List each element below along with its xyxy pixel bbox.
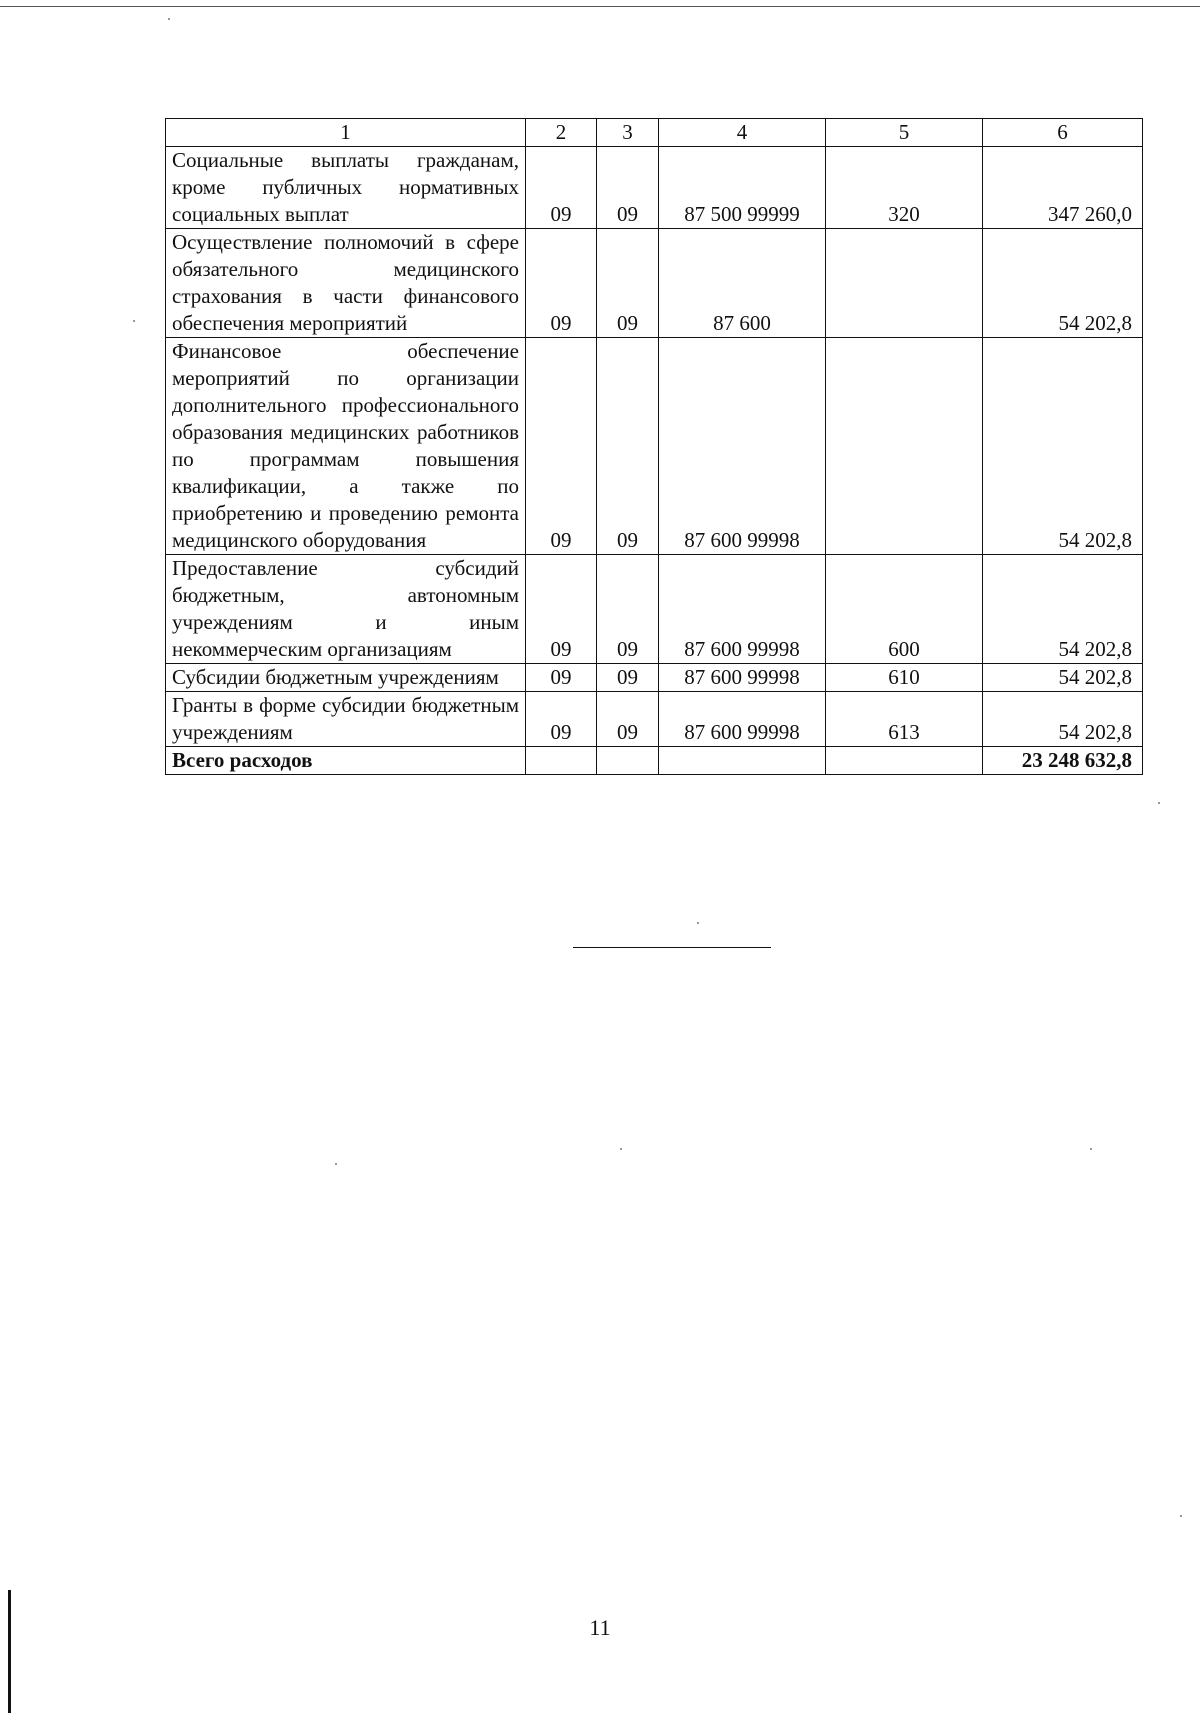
row-name: Гранты в форме субсидии бюджетным учреждениям: [166, 692, 526, 747]
empty-cell: [659, 747, 826, 775]
row-subsection: 09: [597, 692, 659, 747]
row-target-article: 87 600 99998: [659, 338, 826, 555]
row-expense-type: 613: [826, 692, 983, 747]
scan-speck: [335, 1163, 337, 1165]
row-section: 09: [526, 555, 597, 664]
row-target-article: 87 600: [659, 229, 826, 338]
total-amount: 23 248 632,8: [983, 747, 1143, 775]
table-row: [166, 692, 1143, 747]
column-header: 5: [826, 119, 983, 147]
row-target-article: 87 500 99999: [659, 147, 826, 229]
scan-edge-mark: [8, 1590, 11, 1713]
row-name: Субсидии бюджетным учреждениям: [166, 664, 526, 692]
row-amount: 347 260,0: [983, 147, 1143, 229]
scan-speck: [1158, 802, 1160, 804]
row-target-article: 87 600 99998: [659, 664, 826, 692]
scan-edge-line: [0, 6, 1200, 7]
row-amount: 54 202,8: [983, 338, 1143, 555]
row-target-article: 87 600 99998: [659, 555, 826, 664]
column-header: 6: [983, 119, 1143, 147]
scan-speck: [620, 1148, 622, 1150]
column-header: 4: [659, 119, 826, 147]
row-name: Финансовое обеспечение мероприятий по организации дополнительного профессионального образования медицинских работников по программам повышения квалификации, а также по приобретению и проведению ремонта медицинского оборудования: [166, 338, 526, 555]
empty-cell: [526, 747, 597, 775]
empty-cell: [826, 747, 983, 775]
row-subsection: 09: [597, 229, 659, 338]
row-section: 09: [526, 664, 597, 692]
budget-table: [165, 118, 1143, 775]
row-name: Осуществление полномочий в сфере обязательного медицинского страхования в части финансового обеспечения мероприятий: [166, 229, 526, 338]
row-expense-type: [826, 229, 983, 338]
scan-speck: [1090, 1148, 1092, 1150]
scan-speck: [168, 18, 170, 20]
row-expense-type: 600: [826, 555, 983, 664]
table-row: [166, 555, 1143, 664]
column-header: 3: [597, 119, 659, 147]
row-name: Социальные выплаты гражданам, кроме публичных нормативных социальных выплат: [166, 147, 526, 229]
column-header: 2: [526, 119, 597, 147]
row-subsection: 09: [597, 664, 659, 692]
row-section: 09: [526, 147, 597, 229]
table-row: [166, 664, 1143, 692]
row-amount: 54 202,8: [983, 555, 1143, 664]
row-expense-type: 610: [826, 664, 983, 692]
row-section: 09: [526, 692, 597, 747]
table-row: [166, 229, 1143, 338]
column-header: 1: [166, 119, 526, 147]
scan-speck: [1180, 1515, 1182, 1517]
row-amount: 54 202,8: [983, 229, 1143, 338]
row-expense-type: 320: [826, 147, 983, 229]
total-label: Всего расходов: [166, 747, 526, 775]
end-divider: [573, 947, 771, 948]
row-amount: 54 202,8: [983, 664, 1143, 692]
row-section: 09: [526, 229, 597, 338]
page-number: 11: [589, 1615, 611, 1640]
table-row: [166, 147, 1143, 229]
row-name: Предоставление субсидий бюджетным, автономным учреждениям и иным некоммерческим организациям: [166, 555, 526, 664]
row-target-article: 87 600 99998: [659, 692, 826, 747]
scan-speck: [697, 922, 699, 924]
scan-speck: [133, 320, 135, 322]
empty-cell: [597, 747, 659, 775]
row-subsection: 09: [597, 147, 659, 229]
total-row: [166, 747, 1143, 775]
table-row: [166, 338, 1143, 555]
table-header-row: [166, 119, 1143, 147]
row-expense-type: [826, 338, 983, 555]
row-subsection: 09: [597, 338, 659, 555]
row-section: 09: [526, 338, 597, 555]
row-subsection: 09: [597, 555, 659, 664]
row-amount: 54 202,8: [983, 692, 1143, 747]
